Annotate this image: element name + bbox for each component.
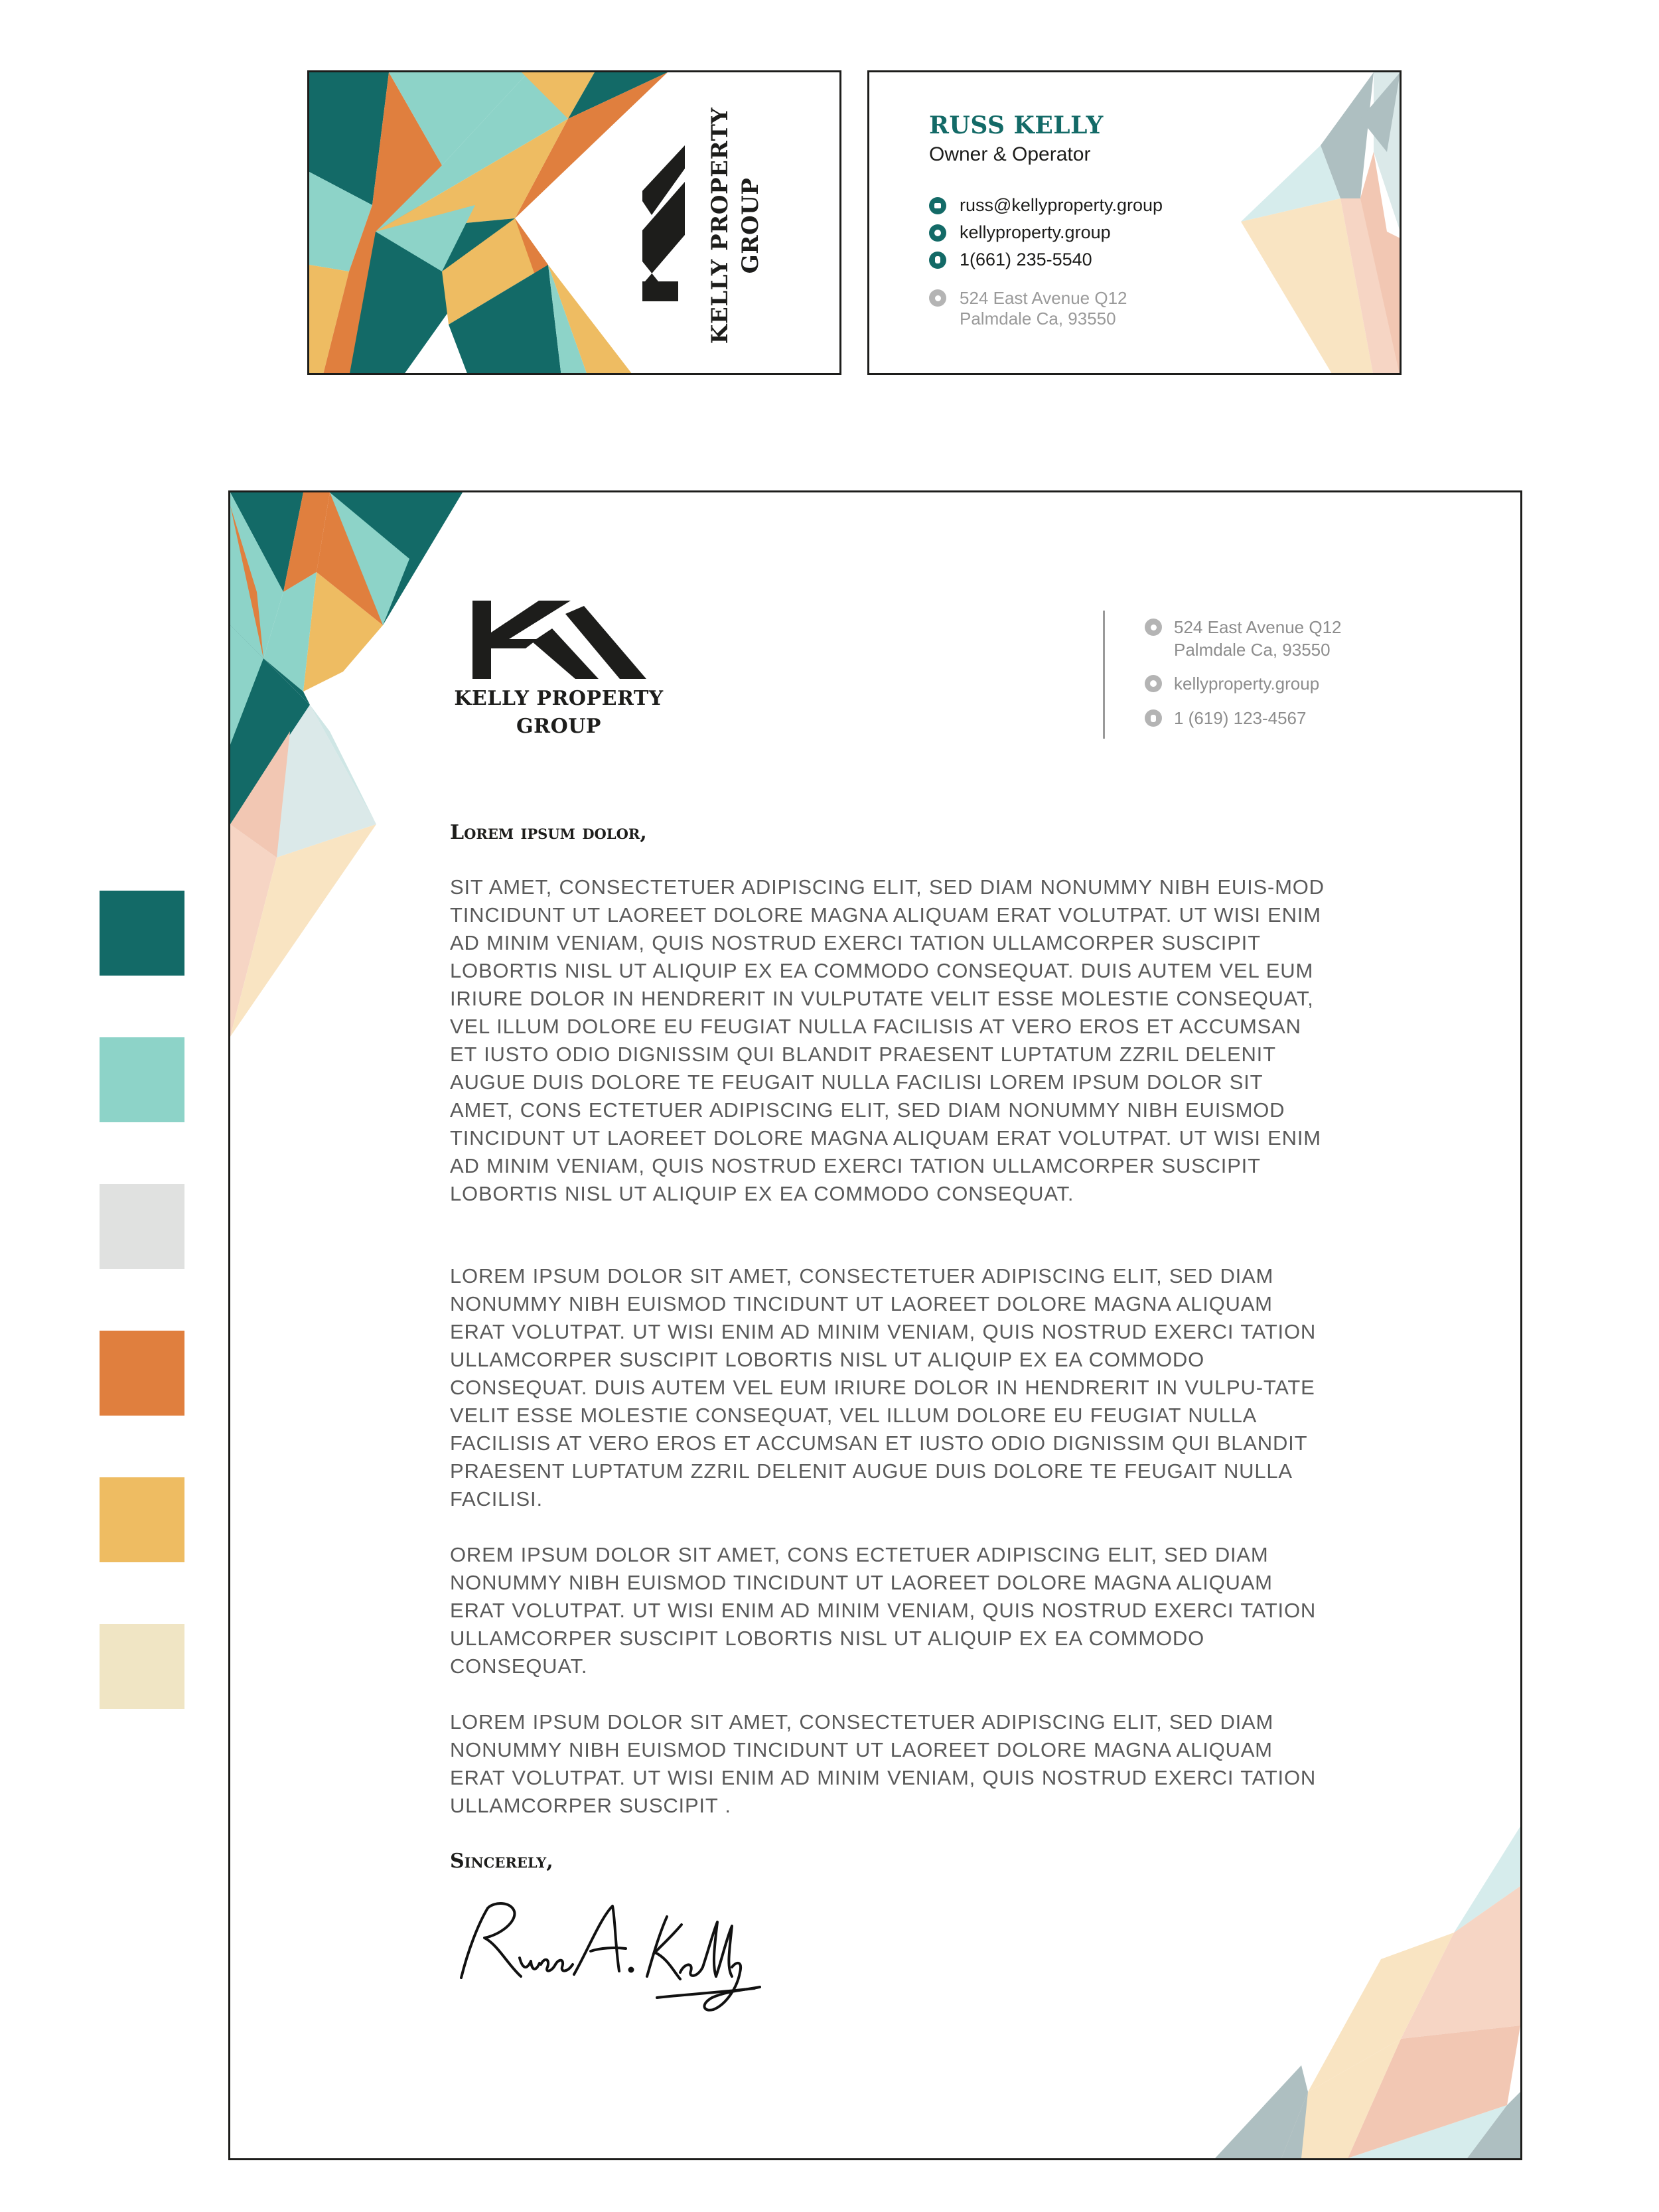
phone-icon: [929, 252, 946, 269]
swatch-orange: [100, 1331, 184, 1416]
swatch-grey: [100, 1184, 184, 1269]
card-person-name: RUSS KELLY: [929, 111, 1104, 139]
letterhead-address-line2: Palmdale Ca, 93550: [1174, 640, 1331, 660]
card-brand-line1: KELLY PROPERTY: [707, 107, 733, 344]
card-address-line2: Palmdale Ca, 93550: [960, 309, 1116, 329]
swatch-yellow: [100, 1477, 184, 1562]
card-email[interactable]: russ@kellyproperty.group: [960, 195, 1163, 215]
letterhead-website[interactable]: kellyproperty.group: [1174, 674, 1320, 694]
card-email-row: [929, 195, 1163, 216]
letter-paragraph-3: OREM IPSUM DOLOR SIT AMET, CONS ECTETUER ADIPISCING ELIT, SED DIAM NONUMMY NIBH EUISMOD TINCIDUNT UT LAOREET DOLORE MAGNA ALIQUAM ERAT VOLUTPAT. UT WISI ENIM AD MINIM VENIAM, QUIS NOSTRUD EXERCI TATION ULLAMCORPER SUSCIPIT LOBORTIS NISL UT ALIQUIP EX EA COMMODO CONSEQUAT.: [450, 1543, 1317, 1678]
card-brand-name: [705, 106, 766, 345]
letter-closing: Sincerely,: [450, 1850, 553, 1873]
card-phone: 1(661) 235-5540: [960, 250, 1092, 269]
card-address-line1: 524 East Avenue Q12: [960, 288, 1127, 308]
letterhead-website-row: [1145, 672, 1319, 695]
card-brand-line2: GROUP: [737, 177, 764, 274]
swatch-teal-light: [100, 1037, 184, 1122]
letter-paragraph-2: LOREM IPSUM DOLOR SIT AMET, CONSECTETUER ADIPISCING ELIT, SED DIAM NONUMMY NIBH EUISMOD TINCIDUNT UT LAOREET DOLORE MAGNA ALIQUAM ERAT VOLUTPAT. UT WISI ENIM AD MINIM VENIAM, QUIS NOSTRUD EXERCI TATION ULLAMCORPER SUSCIPIT LOBORTIS NISL UT ALIQUIP EX EA COMMODO CONSEQUAT. DUIS AUTEM VEL EUM IRIURE DOLOR IN HENDRERIT IN VULPU-TATE VELIT ESSE MOLESTIE CONSEQUAT, VEL ILLUM DOLORE EU FEUGIAT NULLA FACILISIS AT VERO EROS ET ACCUMSAN ET IUSTO ODIO DIGNISSIM QUI BLANDIT PRAESENT LUPTATUM ZZRIL DELENIT AUGUE DUIS DOLORE TE FEUGAIT NULLA FACILISI.: [450, 1264, 1317, 1511]
globe-icon: [1145, 675, 1162, 692]
email-icon: [929, 197, 946, 214]
location-pin-icon: [1145, 619, 1162, 636]
letterhead-address: [1145, 616, 1342, 661]
globe-icon: [929, 224, 946, 242]
geometric-pattern-bottom-right: [1215, 1826, 1520, 2158]
kelly-logo-mark-icon: [472, 601, 646, 679]
swatch-cream: [100, 1624, 184, 1709]
location-pin-icon: [929, 289, 946, 307]
letterhead-brand-line1: KELLY PROPERTY: [454, 687, 664, 710]
card-website[interactable]: kellyproperty.group: [960, 222, 1111, 242]
card-address: [929, 288, 1127, 329]
letterhead-phone-row: [1145, 707, 1306, 729]
handwritten-signature: [448, 1898, 780, 2018]
letterhead-divider: [1103, 611, 1105, 739]
letter-paragraph-4: LOREM IPSUM DOLOR SIT AMET, CONSECTETUER ADIPISCING ELIT, SED DIAM NONUMMY NIBH EUISMOD TINCIDUNT UT LAOREET DOLORE MAGNA ALIQUAM ERAT VOLUTPAT. UT WISI ENIM AD MINIM VENIAM, QUIS NOSTRUD EXERCI TATION ULLAMCORPER SUSCIPIT .: [450, 1710, 1317, 1817]
letterhead-phone: 1 (619) 123-4567: [1174, 708, 1307, 728]
letterhead-address-line1: 524 East Avenue Q12: [1174, 617, 1342, 637]
letter-greeting: Lorem ipsum dolor,: [450, 821, 647, 844]
card-person-title: Owner & Operator: [929, 143, 1091, 165]
letter-paragraph-1: SIT AMET, CONSECTETUER ADIPISCING ELIT, SED DIAM NONUMMY NIBH EUIS-MOD TINCIDUNT UT LAOREET DOLORE MAGNA ALIQUAM ERAT VOLUTPAT. UT WISI ENIM AD MINIM VENIAM, QUIS NOSTRUD EXERCI TATION ULLAMCORPER SUSCIPIT LOBORTIS NISL UT ALIQUIP EX EA COMMODO CONSEQUAT. DUIS AUTEM VEL EUM IRIURE DOLOR IN HENDRERIT IN VULPUTATE VELIT ESSE MOLESTIE CONSEQUAT, VEL ILLUM DOLORE EU FEUGIAT NULLA FACILISIS AT VERO EROS ET ACCUMSAN ET IUSTO ODIO DIGNISSIM QUI BLANDIT PRAESENT LUPTATUM ZZRIL DELENIT AUGUE DUIS DOLORE TE FEUGAIT NULLA FACILISI LOREM IPSUM DOLOR SIT AMET, CONS ECTETUER ADIPISCING ELIT, SED DIAM NONUMMY NIBH EUISMOD TINCIDUNT UT LAOREET DOLORE MAGNA ALIQUAM ERAT VOLUTPAT. UT WISI ENIM AD MINIM VENIAM, QUIS NOSTRUD EXERCI TATION ULLAMCORPER SUSCIPIT LOBORTIS NISL UT ALIQUIP EX EA COMMODO CONSEQUAT.: [450, 875, 1325, 1205]
card-website-row: [929, 222, 1111, 243]
letterhead-brand-name: [446, 685, 672, 741]
letterhead-brand-line2: GROUP: [516, 715, 601, 738]
phone-icon: [1145, 709, 1162, 727]
card-phone-row: [929, 250, 1092, 270]
swatch-teal-dark: [100, 891, 184, 976]
